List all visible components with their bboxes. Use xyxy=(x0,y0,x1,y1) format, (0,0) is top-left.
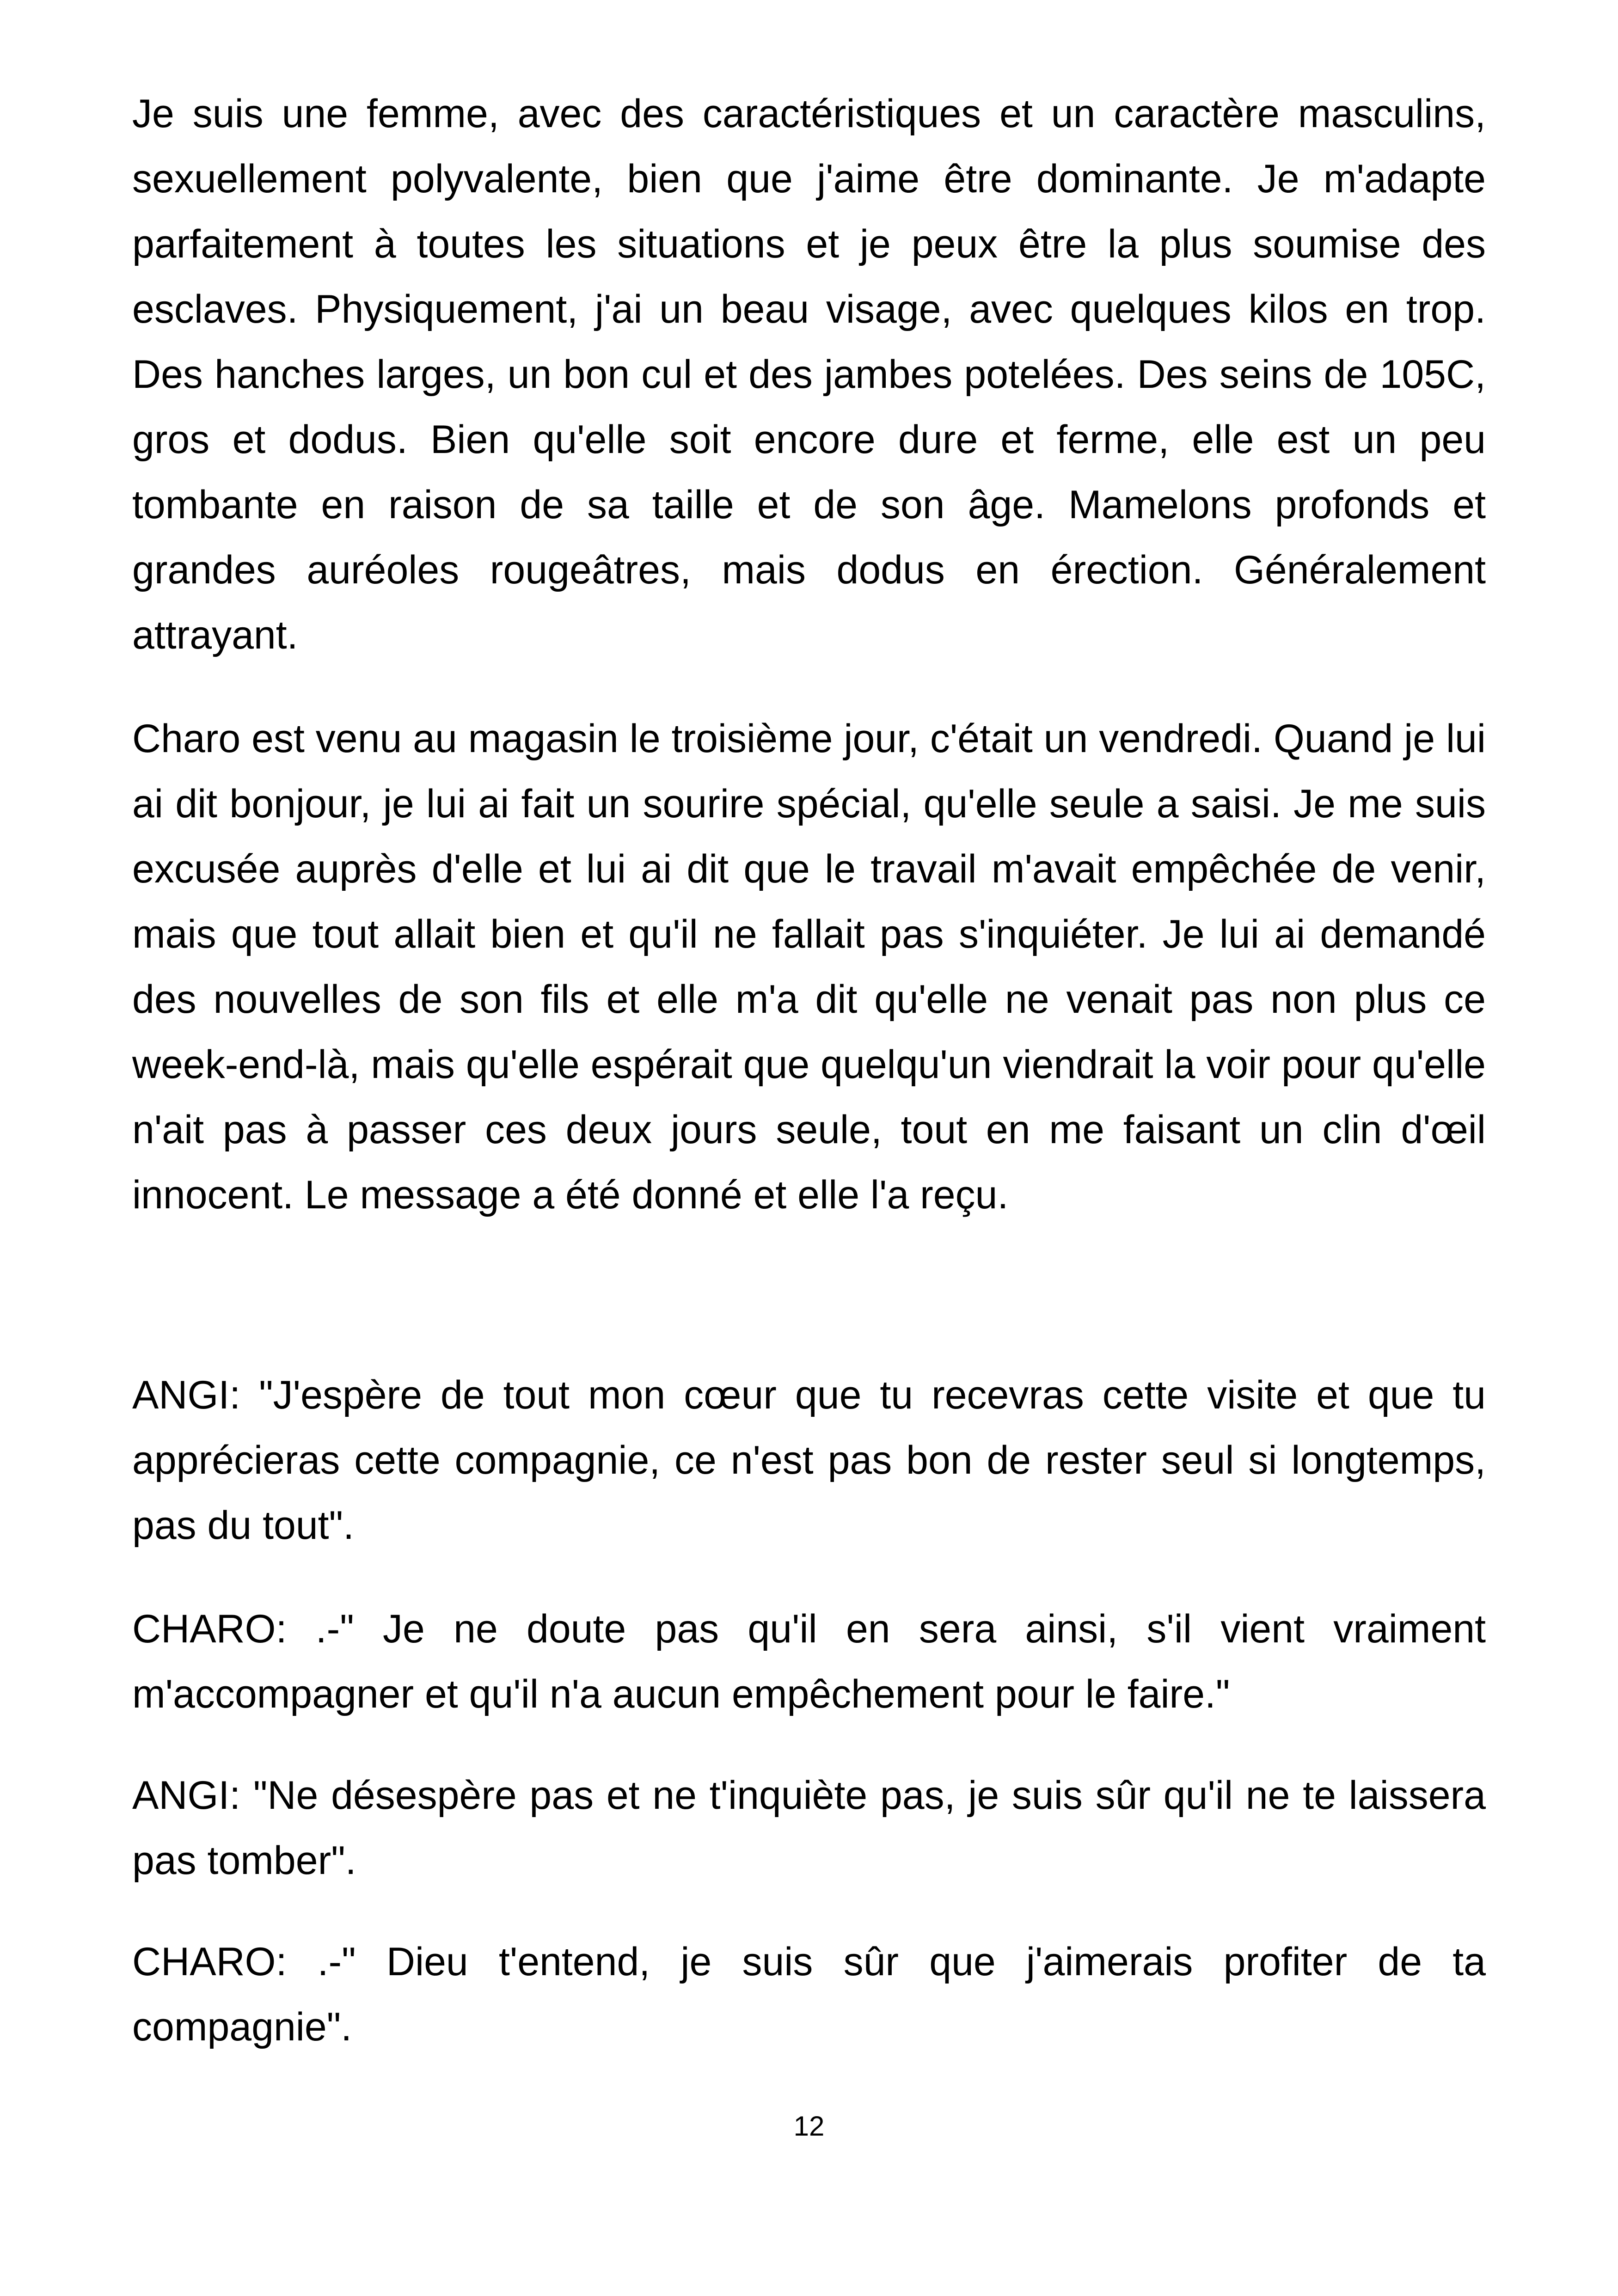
dialogue-text: ANGI: "Ne désespère pas et ne t'inquiète pas, je suis sûr qu'il ne te laissera pas tomber". xyxy=(132,1773,1486,1883)
dialogue-text: CHARO: .-" Je ne doute pas qu'il en sera ainsi, s'il vient vraiment m'accompagner et qu'il n'a aucun empêchement pour le faire." xyxy=(132,1607,1486,1716)
dialogue-text: CHARO: .-" Dieu t'entend, je suis sûr que j'aimerais profiter de ta compagnie". xyxy=(132,1940,1486,2049)
paragraph-text: Je suis une femme, avec des caractéristiques et un caractère masculins, sexuellement polyvalente, bien que j'aime être dominante. Je m'adapte parfaitement à toutes les situations et je peux être la plus soumise des esclaves. Physiquement, j'ai un beau visage, avec quelques kilos en trop. Des hanches larges, un bon cul et des jambes potelées. Des seins de 105C, gros et dodus. Bien qu'elle soit encore dure et ferme, elle est un peu tombante en raison de sa taille et de son âge. Mamelons profonds et grandes auréoles rougeâtres, mais dodus en érection. Généralement attrayant. xyxy=(132,92,1486,657)
dialogue-line-charo-2 xyxy=(132,1929,1486,2060)
page-number: 12 xyxy=(793,2111,825,2142)
dialogue-line-angi-2 xyxy=(132,1763,1486,1893)
paragraph-self-description xyxy=(132,81,1486,668)
paragraph-text: Charo est venu au magasin le troisième jour, c'était un vendredi. Quand je lui ai dit bonjour, je lui ai fait un sourire spécial, qu'elle seule a saisi. Je me suis excusée auprès d'elle et lui ai dit que le travail m'avait empêchée de venir, mais que tout allait bien et qu'il ne fallait pas s'inquiéter. Je lui ai demandé des nouvelles de son fils et elle m'a dit qu'elle ne venait pas non plus ce week-end-là, mais qu'elle espérait que quelqu'un viendrait la voir pour qu'elle n'ait pas à passer ces deux jours seule, tout en me faisant un clin d'œil innocent. Le message a été donné et elle l'a reçu. xyxy=(132,716,1486,1217)
dialogue-line-charo-1 xyxy=(132,1597,1486,1727)
dialogue-text: ANGI: "J'espère de tout mon cœur que tu recevras cette visite et que tu apprécieras cette compagnie, ce n'est pas bon de rester seul si longtemps, pas du tout". xyxy=(132,1373,1486,1548)
dialogue-line-angi-1 xyxy=(132,1363,1486,1558)
paragraph-store-visit xyxy=(132,706,1486,1228)
